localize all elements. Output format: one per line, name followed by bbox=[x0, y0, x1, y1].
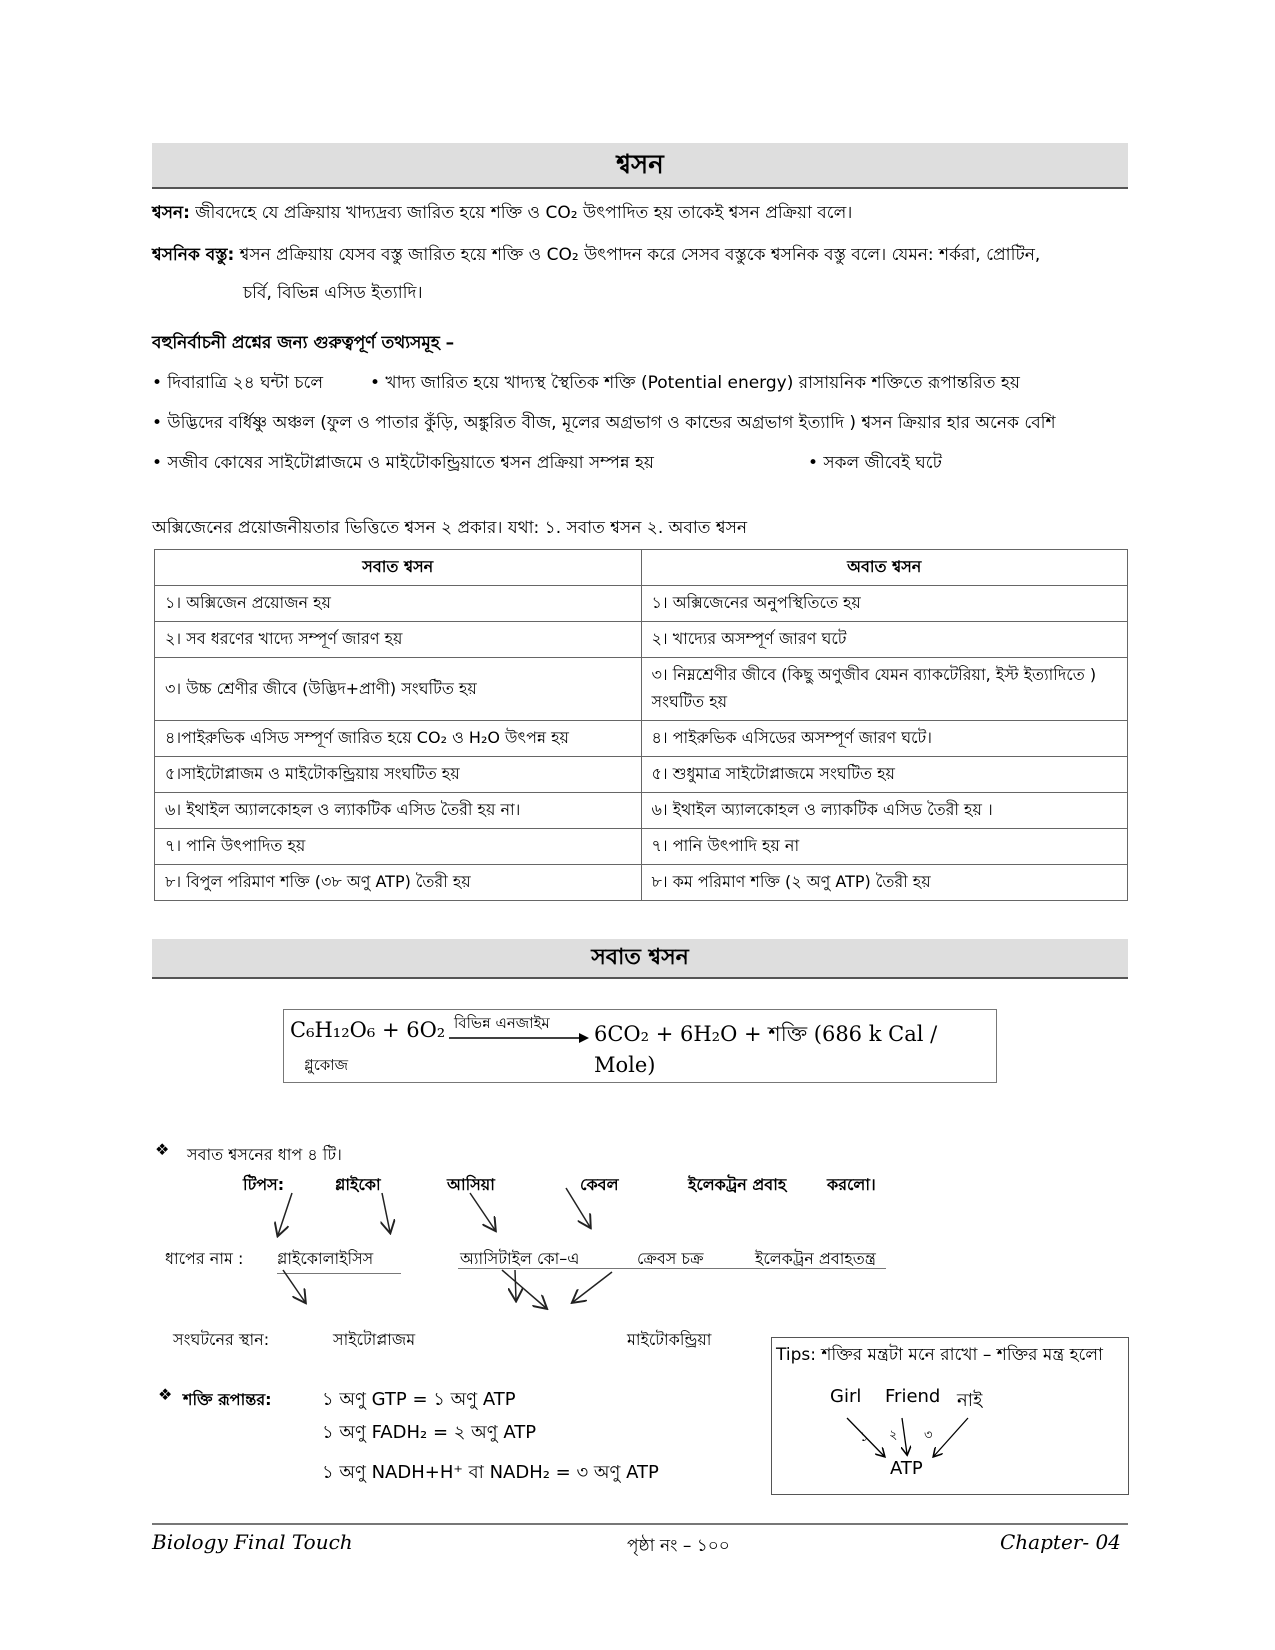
definition-text-continued: চর্বি, বিভিন্ন এসিড ইত্যাদি। bbox=[243, 283, 423, 303]
energy-line: ১ অণু GTP = ১ অণু ATP bbox=[322, 1389, 516, 1410]
arrow-icon bbox=[573, 1272, 612, 1302]
reaction-arrow-icon bbox=[449, 1032, 589, 1044]
step-name: গ্লাইকোলাইসিস bbox=[277, 1246, 401, 1274]
mnemonic-word: নাই bbox=[957, 1390, 983, 1411]
table-row bbox=[155, 793, 1128, 829]
table-header-row bbox=[155, 550, 1128, 586]
bullet-item: • সজীব কোষের সাইটোপ্লাজমে ও মাইটোকন্ড্রিয়াতে শ্বসন প্রক্রিয়া সম্পন্ন হয় bbox=[152, 453, 654, 473]
mnemonic-target: ATP bbox=[890, 1458, 923, 1479]
bullet-item: • উদ্ভিদের বর্ধিষ্ণু অঞ্চল (ফুল ও পাতার কুঁড়ি, অঙ্কুরিত বীজ, মূলের অগ্রভাগ ও কান্ডের অগ্রভাগ ইত্যাদি ) শ্বসন ক্রিয়ার হার অনেক বেশি bbox=[152, 413, 1056, 433]
mnemonic-word: Girl bbox=[830, 1386, 862, 1407]
equation-reactants: C₆H₁₂O₆ + 6O₂ bbox=[290, 1018, 446, 1042]
definition-respiration bbox=[152, 200, 852, 228]
bullet-item: • খাদ্য জারিত হয়ে খাদ্যস্থ স্থৈতিক শক্তি (Potential energy) রাসায়নিক শক্তিতে রূপান্তরিত হয় bbox=[370, 373, 1020, 393]
table-cell: ২। খাদ্যের অসম্পূর্ণ জারণ ঘটে bbox=[641, 622, 1128, 658]
column-header-anaerobic: অবাত শ্বসন bbox=[641, 550, 1128, 586]
definition-term: শ্বসন: bbox=[152, 203, 190, 223]
table-cell: ৪।পাইরুভিক এসিড সম্পূর্ণ জারিত হয়ে CO₂ ও H₂O উৎপন্ন হয় bbox=[155, 721, 642, 757]
step-name: অ্যাসিটাইল কো–এ bbox=[460, 1249, 580, 1268]
energy-line: ১ অণু FADH₂ = ২ অণু ATP bbox=[322, 1422, 537, 1443]
table-cell: ২। সব ধরণের খাদ্যে সম্পূর্ণ জারণ হয় bbox=[155, 622, 642, 658]
tips-box-title: Tips: শক্তির মন্ত্রটা মনে রাখো – শক্তির মন্ত্র হলো bbox=[776, 1345, 1103, 1365]
tips-word: কেবল bbox=[580, 1175, 619, 1194]
table-cell: ৮। কম পরিমাণ শক্তি (২ অণু ATP) তৈরী হয় bbox=[641, 865, 1128, 901]
arrow-icon bbox=[902, 1418, 907, 1454]
table-row bbox=[155, 658, 1128, 721]
mnemonic-arrows bbox=[772, 1338, 1128, 1494]
mnemonic-number: ২ bbox=[889, 1428, 898, 1443]
definition-respiratory-substance bbox=[152, 242, 1040, 270]
mnemonic-number: ৩ bbox=[924, 1428, 933, 1443]
footer-page-number: পৃষ্ঠা নং – ১০০ bbox=[627, 1536, 730, 1556]
section-title-respiration: শ্বসন bbox=[152, 143, 1128, 189]
arrow-icon bbox=[283, 1270, 305, 1302]
footer-chapter: Chapter- 04 bbox=[1000, 1530, 1121, 1554]
table-cell: ৬। ইথাইল অ্যালকোহল ও ল্যাকটিক এসিড তৈরী হয় । bbox=[641, 793, 1128, 829]
step-name: ক্রেবস চক্র bbox=[637, 1249, 704, 1268]
table-cell: ৮। বিপুল পরিমাণ শক্তি (৩৮ অণু ATP) তৈরী হয় bbox=[155, 865, 642, 901]
table-cell: ৭। পানি উৎপাদি হয় না bbox=[641, 829, 1128, 865]
location-label: সংঘটনের স্থান: bbox=[173, 1330, 270, 1349]
mnemonic-word: Friend bbox=[885, 1386, 941, 1407]
mcq-heading: বহুনির্বাচনী প্রশ্নের জন্য গুরুত্বপূর্ণ তথ্যসমূহ – bbox=[152, 333, 455, 353]
arrow-icon bbox=[515, 1270, 516, 1300]
table-row bbox=[155, 586, 1128, 622]
comparison-table bbox=[154, 549, 1128, 901]
location-cytoplasm: সাইটোপ্লাজম bbox=[333, 1330, 416, 1349]
arrow-icon bbox=[847, 1418, 884, 1456]
table-row bbox=[155, 721, 1128, 757]
arrow-icon bbox=[502, 1270, 546, 1308]
column-header-aerobic: সবাত শ্বসন bbox=[155, 550, 642, 586]
diamond-bullet-icon: ❖ bbox=[155, 1140, 170, 1159]
footer-divider bbox=[152, 1523, 1128, 1525]
arrow-icon bbox=[278, 1193, 292, 1235]
definition-text: শ্বসন প্রক্রিয়ায় যেসব বস্তু জারিত হয়ে শক্তি ও CO₂ উৎপাদন করে সেসব বস্তুকে শ্বসনিক বস্তু বলে। যেমন: শর্করা, প্রোটিন, bbox=[239, 245, 1041, 265]
bullet-item: • দিবারাত্রি ২৪ ঘন্টা চলে bbox=[152, 373, 324, 393]
table-cell: ৪। পাইরুভিক এসিডের অসম্পূর্ণ জারণ ঘটে। bbox=[641, 721, 1128, 757]
tips-word: আসিয়া bbox=[447, 1175, 495, 1194]
tips-word: ইলেকট্রন প্রবাহ bbox=[688, 1175, 787, 1194]
table-row bbox=[155, 829, 1128, 865]
table-cell: ৫।সাইটোপ্লাজম ও মাইটোকন্ড্রিয়ায় সংঘটিত হয় bbox=[155, 757, 642, 793]
table-cell: ১। অক্সিজেন প্রয়োজন হয় bbox=[155, 586, 642, 622]
definition-term: শ্বসনিক বস্তু: bbox=[152, 245, 235, 265]
table-cell: ৬। ইথাইল অ্যালকোহল ও ল্যাকটিক এসিড তৈরী হয় না। bbox=[155, 793, 642, 829]
definition-text: জীবদেহে যে প্রক্রিয়ায় খাদ্যদ্রব্য জারিত হয়ে শক্তি ও CO₂ উৎপাদিত হয় তাকেই শ্বসন প্রক্রিয়া বলে। bbox=[195, 203, 853, 223]
section-title-aerobic-respiration: সবাত শ্বসন bbox=[152, 939, 1128, 979]
step-names-label: ধাপের নাম : bbox=[165, 1249, 244, 1268]
table-row bbox=[155, 865, 1128, 901]
tips-label: টিপস: bbox=[243, 1175, 285, 1194]
arrow-icon bbox=[382, 1193, 390, 1232]
table-row bbox=[155, 622, 1128, 658]
equation-box bbox=[283, 1009, 997, 1083]
step-name: ইলেকট্রন প্রবাহতন্ত্র bbox=[755, 1249, 876, 1268]
table-cell: ৫। শুধুমাত্র সাইটোপ্লাজমে সংঘটিত হয় bbox=[641, 757, 1128, 793]
respiration-types-line: অক্সিজেনের প্রয়োজনীয়তার ভিত্তিতে শ্বসন ২ প্রকার। যথা: ১. সবাত শ্বসন ২. অবাত শ্বসন bbox=[152, 518, 748, 538]
tips-word: করলো। bbox=[827, 1175, 876, 1194]
mnemonic-number: ১ bbox=[860, 1430, 869, 1445]
steps-heading: সবাত শ্বসনের ধাপ ৪ টি। bbox=[187, 1145, 342, 1164]
table-cell: ১। অক্সিজেনের অনুপস্থিতিতে হয় bbox=[641, 586, 1128, 622]
table-row bbox=[155, 757, 1128, 793]
equation-arrow-label: বিভিন্ন এনজাইম bbox=[454, 1014, 550, 1032]
table-cell: ৩। উচ্চ শ্রেণীর জীবে (উদ্ভিদ+প্রাণী) সংঘটিত হয় bbox=[155, 658, 642, 721]
tips-box bbox=[771, 1337, 1129, 1495]
footer-book-title: Biology Final Touch bbox=[152, 1530, 353, 1554]
diamond-bullet-icon: ❖ bbox=[158, 1385, 173, 1404]
energy-conversion-label: শক্তি রূপান্তর: bbox=[183, 1390, 272, 1409]
table-cell: ৭। পানি উৎপাদিত হয় bbox=[155, 829, 642, 865]
energy-line: ১ অণু NADH+H⁺ বা NADH₂ = ৩ অণু ATP bbox=[322, 1462, 659, 1483]
table-cell: ৩। নিম্নশ্রেণীর জীবে (কিছু অণুজীব যেমন ব্যাকটেরিয়া, ইস্ট ইত্যাদিতে ) সংঘটিত হয় bbox=[641, 658, 1128, 721]
location-mitochondria: মাইটোকন্ড্রিয়া bbox=[627, 1330, 712, 1349]
tips-word: গ্লাইকো bbox=[335, 1175, 381, 1194]
arrow-icon bbox=[934, 1418, 968, 1456]
glucose-label: গ্লুকোজ bbox=[304, 1056, 349, 1074]
bullet-item: • সকল জীবেই ঘটে bbox=[808, 453, 942, 473]
equation-products: 6CO₂ + 6H₂O + শক্তি (686 k Cal / Mole) bbox=[594, 1022, 938, 1077]
